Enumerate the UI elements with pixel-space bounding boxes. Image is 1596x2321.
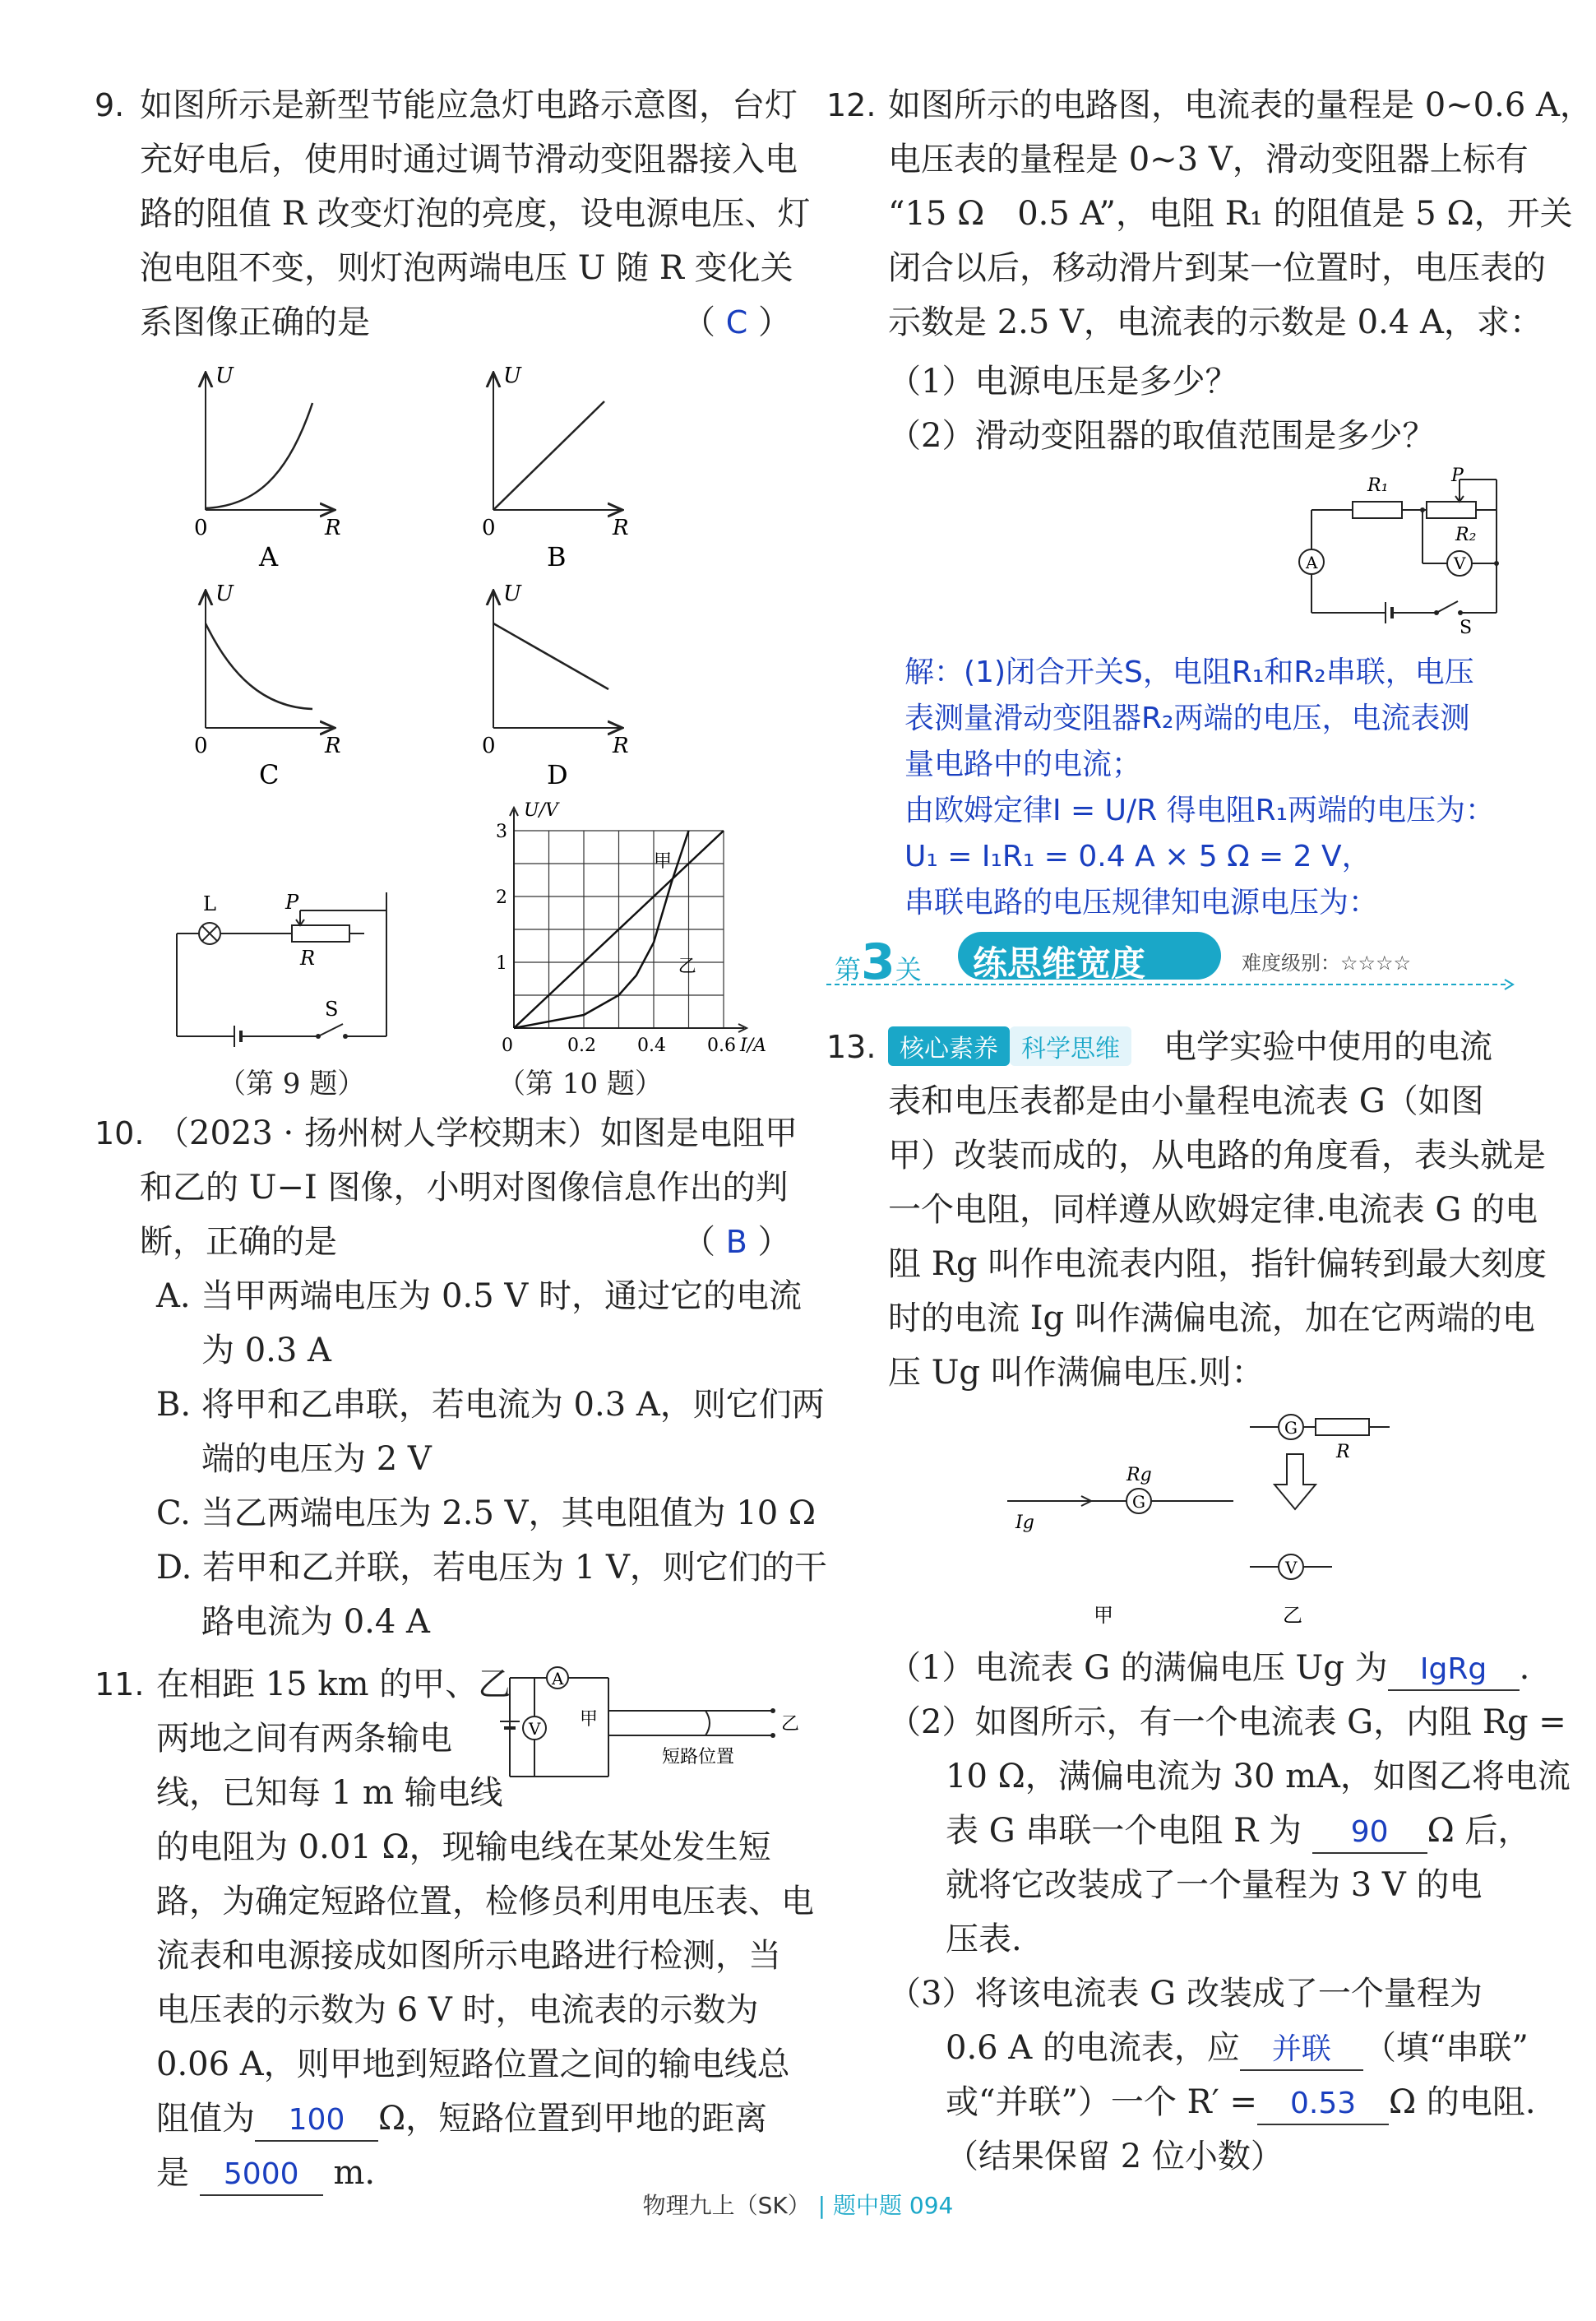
q13-figure	[1003, 1406, 1398, 1628]
q13-rg-label: Rg	[1126, 1465, 1152, 1485]
q12-solution-6: 串联电路的电压规律知电源电压为：	[904, 886, 1379, 920]
banner-level: 第3关	[835, 933, 922, 991]
graph-b-ylabel: U	[503, 364, 521, 388]
graph-d-ylabel: U	[503, 581, 521, 606]
q11-number: 11.	[95, 1666, 145, 1703]
graph-d-label: D	[547, 759, 568, 790]
q12-s-label: S	[1460, 618, 1473, 637]
x-tick-label: 0.4	[637, 1035, 666, 1056]
q13-g-label-1: G	[1132, 1492, 1145, 1512]
q11-blank-2[interactable]: 5000	[200, 2155, 323, 2196]
q13-part-2-line-3: 表 G 串联一个电阻 R 为 90 Ω 后，	[946, 1804, 1531, 1858]
graph-d-xlabel: R	[613, 734, 629, 758]
q9-caption: （第 9 题）	[218, 1068, 366, 1100]
graph-b-label: B	[547, 541, 567, 572]
q11-figure	[493, 1665, 806, 1789]
q13-badge-core: 核心素养	[888, 1026, 1010, 1066]
x-axis-label: I/A	[740, 1035, 766, 1056]
q12-r1-label: R₁	[1367, 475, 1389, 496]
q12-switch-icon	[1436, 601, 1458, 613]
q12-a-label: A	[1306, 553, 1318, 572]
q12-sub-2: （2）滑动变阻器的取值范围是多少？	[888, 417, 1436, 455]
q11-line-5: 0.06 A，则甲地到短路位置之间的输电线总	[156, 2045, 790, 2083]
r2-icon	[1427, 502, 1476, 518]
q12-line-3: “15 Ω 0.5 A”，电阻 R₁ 的阻值是 5 Ω，开关	[888, 195, 1573, 233]
q10-line-2: 和乙的 U−I 图像，小明对图像信息作出的判	[140, 1169, 789, 1207]
section-banner	[826, 925, 1517, 991]
graph-c-label: C	[259, 759, 280, 790]
q13-yi-label: 乙	[1283, 1604, 1302, 1627]
down-arrow-icon	[1274, 1454, 1316, 1509]
q11-line-4: 电压表的示数为 6 V 时，电流表的示数为	[156, 1991, 759, 2029]
graph-b	[482, 364, 629, 572]
q12-line-4: 闭合以后，移动滑片到某一位置时，电压表的	[888, 249, 1546, 287]
q13-resistor-icon	[1316, 1419, 1369, 1435]
graph-a	[194, 364, 341, 572]
graph-a-label: A	[259, 541, 279, 572]
q13-jia-label: 甲	[1094, 1604, 1113, 1627]
q12-line-5: 示数是 2.5 V，电流表的示数是 0.4 A，求：	[888, 303, 1543, 341]
r1-icon	[1353, 502, 1402, 518]
series-label-yi: 乙	[678, 957, 696, 977]
q13-part-2-line-1: （2）如图所示，有一个电流表 G，内阻 Rg =	[888, 1703, 1566, 1741]
q12-solution-3: 量电路中的电流；	[904, 748, 1142, 781]
q13-r-label: R	[1336, 1442, 1350, 1462]
q13-blank-1[interactable]: IgRg	[1388, 1650, 1520, 1691]
short-mark	[705, 1711, 710, 1735]
q10-line-1: （2023 · 扬州树人学校期末）如图是电阻甲	[156, 1114, 798, 1152]
q13-part-3-note: （结果保留 2 位小数）	[946, 2138, 1284, 2175]
graph-a-xlabel: R	[325, 516, 341, 540]
q13-ig-label: Ig	[1015, 1513, 1034, 1533]
q11-line-s3: 线，已知每 1 m 输电线	[156, 1774, 503, 1812]
q10-option-a: A. 当甲两端电压为 0.5 V 时，通过它的电流	[156, 1277, 802, 1315]
q9-line-2: 充好电后，使用时通过调节滑动变阻器接入电	[140, 141, 798, 178]
q11-yi-label: 乙	[781, 1714, 800, 1735]
y-tick-label: 2	[496, 887, 507, 908]
q10-option-c: C. 当乙两端电压为 2.5 V，其电阻值为 10 Ω	[156, 1494, 817, 1532]
q11-jia-label: 甲	[580, 1709, 599, 1730]
graph-c	[194, 581, 341, 790]
q11-blank-line-1: 阻值为 100 Ω，短路位置到甲地的距离	[156, 2092, 767, 2146]
q12-p-label: P	[1451, 466, 1464, 486]
q10-option-b-cont: 端的电压为 2 V	[201, 1440, 432, 1478]
q13-line-0: 电学实验中使用的电流	[1163, 1028, 1492, 1066]
q12-r2-label: R₂	[1455, 525, 1477, 545]
graph-d-line	[493, 623, 608, 689]
q9-number: 9.	[95, 87, 125, 123]
footer-book: 物理九上（SK）	[642, 2192, 811, 2219]
q10-option-d-cont: 路电流为 0.4 A	[201, 1603, 430, 1641]
q9-graphs	[164, 362, 773, 798]
x-tick-label: 0	[502, 1035, 513, 1056]
graph-a-ylabel: U	[215, 364, 234, 388]
q13-line-3: 一个电阻，同样遵从欧姆定律.电流表 G 的电	[888, 1191, 1538, 1229]
q13-blank-4[interactable]: 0.53	[1257, 2084, 1389, 2125]
q13-g-label-2: G	[1284, 1418, 1298, 1438]
switch-icon	[318, 1024, 343, 1036]
q9-line-5: 系图像正确的是	[140, 303, 370, 341]
q10-line-3: 断，正确的是	[140, 1223, 337, 1261]
q9-line-1: 如图所示是新型节能应急灯电路示意图，台灯	[140, 86, 798, 124]
slider-label: P	[285, 892, 299, 914]
q11-line-s1: 在相距 15 km 的甲、乙	[156, 1665, 511, 1703]
graph-a-origin: 0	[194, 516, 208, 540]
q13-part-3-line-3: 或“并联”）一个 R′ = 0.53 Ω 的电阻.	[946, 2075, 1536, 2129]
graph-a-curve	[206, 403, 312, 508]
q12-sub-1: （1）电源电压是多少？	[888, 363, 1238, 401]
resistor-label: R	[300, 947, 316, 970]
graph-c-xlabel: R	[325, 734, 341, 758]
slider-resistor-icon	[292, 925, 349, 942]
q13-blank-2[interactable]: 90	[1312, 1813, 1427, 1854]
y-tick-label: 3	[496, 822, 507, 842]
banner-title: 练思维宽度	[973, 943, 1146, 984]
q9-circuit	[169, 892, 497, 1053]
q13-line-1: 表和电压表都是由小量程电流表 G（如图	[888, 1082, 1484, 1120]
voltmeter-label: V	[529, 1719, 541, 1739]
footer-section: 题中题	[833, 2192, 903, 2219]
series-label-jia: 甲	[654, 851, 673, 872]
graph-b-line	[493, 401, 604, 510]
ammeter-label: A	[552, 1669, 564, 1689]
q9-line-3: 路的阻值 R 改变灯泡的亮度，设电源电压、灯	[140, 195, 811, 233]
q10-answer: （ B ）	[682, 1223, 791, 1261]
q11-line-2: 路，为确定短路位置，检修员利用电压表、电	[156, 1883, 814, 1920]
q11-blank-line-2: 是 5000 m.	[156, 2146, 375, 2200]
graph-c-origin: 0	[194, 734, 208, 758]
q11-line-3: 流表和电源接成如图所示电路进行检测，当	[156, 1937, 781, 1975]
q10-caption: （第 10 题）	[497, 1068, 663, 1100]
q13-part-2-line-4: 就将它改装成了一个量程为 3 V 的电	[946, 1866, 1483, 1904]
q12-line-1: 如图所示的电路图，电流表的量程是 0~0.6 A，	[888, 86, 1593, 124]
lamp-label: L	[203, 892, 216, 915]
page-footer: 物理九上（SK） | 题中题 094	[642, 2192, 954, 2219]
q9-answer: （ C ）	[682, 303, 791, 341]
q12-number: 12.	[826, 87, 877, 123]
graph-b-origin: 0	[482, 516, 496, 540]
q10-ui-chart	[452, 794, 806, 1057]
q9-line-4: 泡电阻不变，则灯泡两端电压 U 随 R 变化关	[140, 249, 793, 287]
q12-circuit	[1295, 465, 1525, 637]
q13-part-2-line-5: 压表.	[946, 1920, 1022, 1958]
q12-solution-5: U₁ = I₁R₁ = 0.4 A × 5 Ω = 2 V，	[904, 840, 1372, 873]
x-tick-label: 0.6	[707, 1035, 736, 1056]
y-tick-label: 1	[496, 953, 507, 974]
y-axis-label: U/V	[524, 800, 558, 821]
q10-option-d: D. 若甲和乙并联，若电压为 1 V，则它们的干	[156, 1549, 827, 1587]
q13-line-2: 甲）改装而成的，从电路的角度看，表头就是	[888, 1137, 1546, 1174]
q13-badges	[888, 1026, 1131, 1066]
q10-number: 10.	[95, 1115, 145, 1151]
graph-c-curve	[206, 623, 312, 709]
graph-b-xlabel: R	[613, 516, 629, 540]
switch-label: S	[325, 998, 339, 1021]
footer-page: 094	[909, 2192, 954, 2219]
x-tick-label: 0.2	[567, 1035, 596, 1056]
q11-line-s2: 两地之间有两条输电	[156, 1720, 452, 1758]
q13-line-4: 阻 Rg 叫作电流表内阻，指针偏转到最大刻度	[888, 1245, 1547, 1283]
q11-short-label: 短路位置	[662, 1747, 735, 1767]
q13-v-label: V	[1285, 1558, 1298, 1577]
q13-badge-sci: 科学思维	[1010, 1026, 1131, 1066]
q13-part-3-line-2: 0.6 A 的电流表，应 并联 （填“串联”	[946, 2021, 1529, 2075]
q12-solution-1: 解：(1)闭合开关S，电阻R₁和R₂串联，电压	[904, 656, 1474, 689]
graph-c-ylabel: U	[215, 581, 234, 606]
q13-line-5: 时的电流 Ig 叫作满偏电流，加在它两端的电	[888, 1299, 1535, 1337]
q12-solution-2: 表测量滑动变阻器R₂两端的电压，电流表测	[904, 702, 1470, 735]
graph-d	[482, 581, 629, 790]
q12-line-2: 电压表的量程是 0~3 V，滑动变阻器上标有	[888, 141, 1529, 178]
q10-option-a-cont: 为 0.3 A	[201, 1332, 331, 1369]
q13-blank-3[interactable]: 并联	[1240, 2030, 1363, 2071]
q10-option-b: B. 将甲和乙串联，若电流为 0.3 A，则它们两	[156, 1386, 825, 1424]
q13-part-2-line-2: 10 Ω，满偏电流为 30 mA，如图乙将电流	[946, 1758, 1571, 1795]
q11-blank-1[interactable]: 100	[255, 2101, 378, 2142]
q11-line-1: 的电阻为 0.01 Ω，现输电线在某处发生短	[156, 1828, 771, 1866]
q13-part-3-line-1: （3）将该电流表 G 改装成了一个量程为	[888, 1975, 1483, 2013]
q13-number: 13.	[826, 1029, 877, 1065]
q13-part-1: （1）电流表 G 的满偏电压 Ug 为 IgRg .	[888, 1641, 1529, 1695]
banner-difficulty: 难度级别：☆☆☆☆	[1242, 952, 1412, 975]
q13-line-6: 压 Ug 叫作满偏电压.则：	[888, 1354, 1265, 1392]
q12-v-label: V	[1454, 554, 1466, 573]
q12-solution-4: 由欧姆定律I = U/R 得电阻R₁两端的电压为：	[904, 794, 1496, 827]
graph-d-origin: 0	[482, 734, 496, 758]
